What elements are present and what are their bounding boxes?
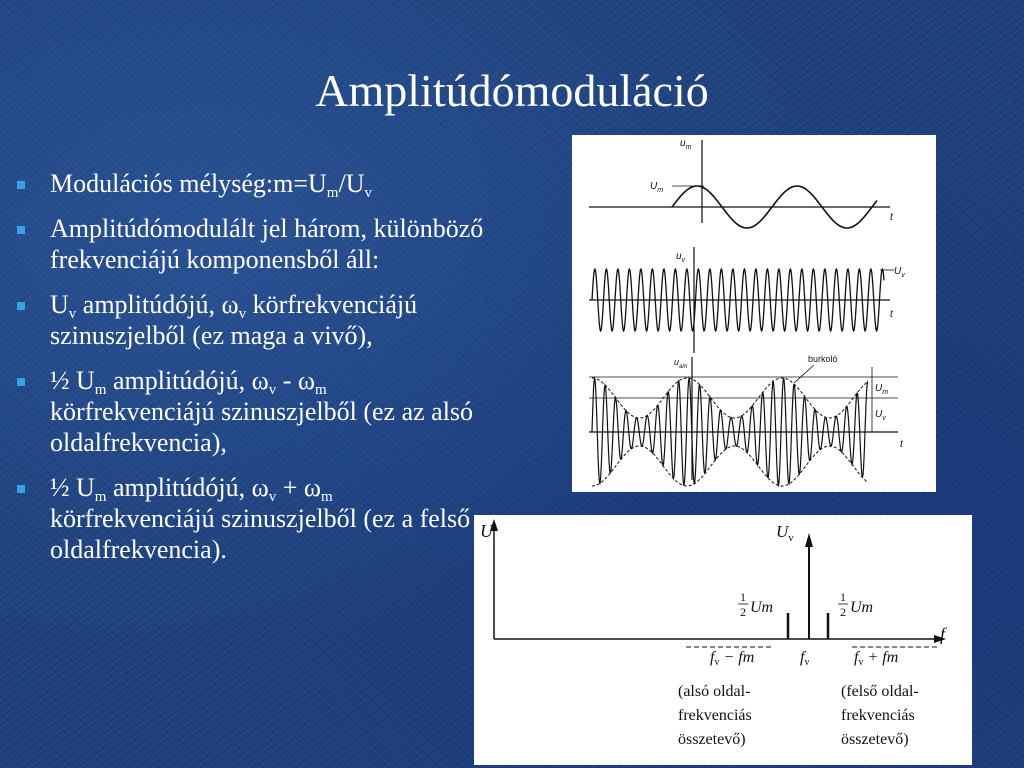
spectrum-y-label: U (480, 521, 493, 541)
bullet-text: amplitúdójú, ω (76, 290, 239, 319)
bullet-subscript: v (68, 306, 77, 322)
bullet-text: ½ U (50, 366, 95, 395)
bullet-subscript: m (94, 382, 107, 398)
bullet-subscript: v (268, 382, 277, 398)
upper-note-line1: (felső oldal- (841, 683, 919, 700)
lower-half-den: 2 (740, 605, 746, 619)
bullet-text: amplitúdójú, ω (106, 473, 269, 502)
plot3-uv-label: $U_v$ (875, 409, 886, 422)
upper-note-line3: összetevő) (841, 731, 909, 748)
plot2-amp-label: $U_v$ (894, 266, 905, 279)
spectrum-figure (474, 515, 972, 765)
bullet-text: - ω (276, 366, 316, 395)
bullet-text: Modulációs mélység:m=U (50, 169, 327, 198)
lower-amp-label: Um (750, 599, 774, 616)
bullet-text: amplitúdójú, ω (106, 366, 269, 395)
bullet-subscript: m (326, 185, 339, 201)
bullet-text: körfrekvenciájú szinuszjelből (ez a felső oldalfrekvencia). (50, 504, 471, 564)
lower-note-line1: (alsó oldal- (678, 683, 751, 700)
lower-half-num: 1 (740, 590, 746, 604)
bullet-square-icon (17, 302, 25, 310)
spectrum-diagram (474, 515, 972, 765)
bullet-text: + ω (276, 473, 322, 502)
bullet-square-icon (17, 226, 25, 234)
bullet-subscript: v (238, 306, 247, 322)
bullet-item (14, 365, 484, 458)
bullet-subscript: v (268, 489, 277, 505)
plot3-y-label: $u_{am}$ (674, 357, 688, 370)
bullet-square-icon (17, 181, 25, 189)
bullet-text: körfrekvenciájú szinuszjelből (ez az alsó oldalfrekvencia), (50, 397, 474, 457)
bullet-text: körfrekvenciájú szinuszjelből (ez maga a vivő), (50, 290, 418, 350)
lower-note-line2: frekvenciás (678, 707, 752, 724)
bullet-item (14, 168, 484, 199)
bullet-subscript: v (364, 185, 372, 201)
bullet-subscript: m (315, 382, 327, 398)
spectrum-x-label: f (940, 624, 946, 644)
bullet-text: U (50, 290, 69, 319)
upper-half-den: 2 (840, 605, 846, 619)
upper-freq-label: fv + fm (854, 649, 899, 668)
bullet-subscript: m (321, 489, 333, 505)
bullet-item (14, 289, 484, 351)
waveform-diagram (572, 135, 936, 492)
bullet-square-icon (17, 378, 25, 386)
plot3-um-label: $U_m$ (875, 383, 889, 396)
plot1-y-label: $u_m$ (680, 138, 692, 151)
upper-amp-label: Um (850, 599, 874, 616)
lower-freq-label: fv − fm (710, 649, 755, 668)
plot2-t-label: t (890, 309, 893, 320)
plot2-y-label: $u_v$ (676, 251, 686, 264)
plot1-amp-label: $U_m$ (650, 181, 664, 194)
waveform-figure (572, 135, 936, 492)
carrier-freq-label: fv (800, 649, 810, 668)
upper-half-num: 1 (840, 590, 846, 604)
bullet-text: Amplitúdómodulált jel három, különböző frekvenciájú komponensből áll: (50, 214, 484, 274)
envelope-label: burkoló (808, 354, 838, 364)
bullet-item (14, 213, 484, 275)
bullet-square-icon (17, 485, 25, 493)
plot1-t-label: t (890, 212, 893, 223)
lower-note-line3: összetevő) (678, 731, 746, 748)
envelope-bottom (592, 446, 868, 486)
bullet-list (14, 168, 484, 579)
envelope-pointer (794, 365, 814, 383)
upper-note-line2: frekvenciás (841, 707, 915, 724)
carrier-amp-label: $U_v$ (776, 522, 794, 544)
bullet-item (14, 472, 484, 565)
bullet-text: /U (338, 169, 365, 198)
bullet-subscript: m (94, 489, 107, 505)
carrier-arrow (805, 533, 813, 547)
bullet-text: ½ U (50, 473, 95, 502)
slide-title: Amplitúdómoduláció (315, 65, 709, 116)
plot3-t-label: t (900, 439, 903, 450)
